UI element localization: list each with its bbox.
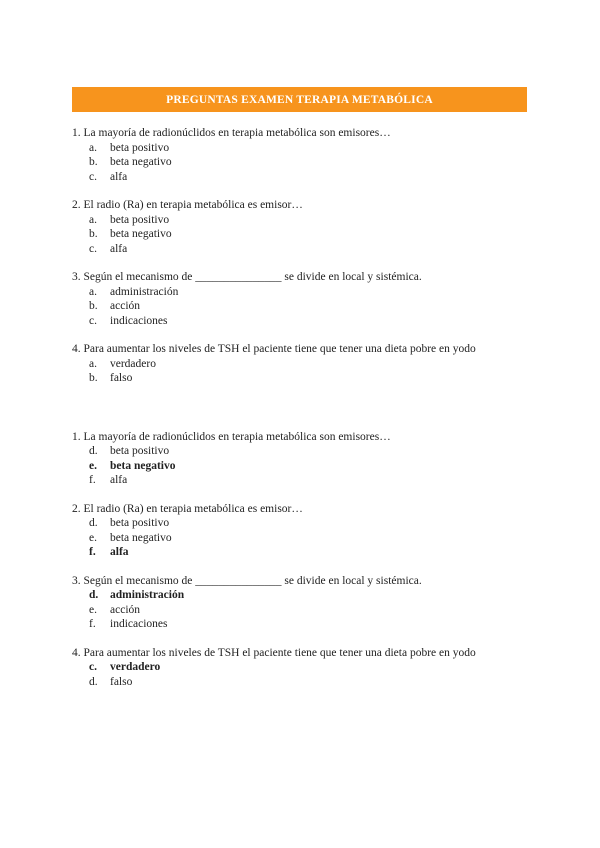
option-letter: b. <box>89 300 98 312</box>
option-text: alfa <box>110 474 128 486</box>
option-text: verdadero <box>110 357 156 370</box>
option-letter: a. <box>89 213 97 226</box>
document-body <box>72 126 532 689</box>
option-letter: a. <box>89 285 97 298</box>
option-text: alfa <box>110 242 128 255</box>
option-text: indicaciones <box>110 618 168 630</box>
option-letter: f. <box>89 474 96 486</box>
option-letter: e. <box>89 531 97 544</box>
question-text: 1. La mayoría de radionúclidos en terapia metabólica son emisores… <box>72 127 391 139</box>
option-letter: e. <box>89 603 97 616</box>
option-item <box>72 617 532 632</box>
option-letter: a. <box>89 357 97 370</box>
question-text: 3. Según el mecanismo de _______________ se divide en local y sistémica. <box>72 574 422 587</box>
question-gap <box>72 488 532 502</box>
option-item <box>72 299 532 314</box>
options-list <box>72 660 532 689</box>
option-letter: b. <box>89 156 98 168</box>
question-block <box>72 126 532 184</box>
option-text: beta negativo <box>110 459 176 472</box>
correct-option <box>72 545 532 560</box>
question-gap <box>72 328 532 342</box>
option-item <box>72 213 532 228</box>
option-text: beta positivo <box>110 517 170 529</box>
option-item <box>72 371 532 386</box>
option-item <box>72 314 532 329</box>
options-list <box>72 516 532 560</box>
option-letter: c. <box>89 314 97 327</box>
option-text: verdadero <box>110 661 161 673</box>
option-text: acción <box>110 603 141 616</box>
option-letter: b. <box>89 228 98 240</box>
option-text: administración <box>110 589 185 601</box>
option-letter: c. <box>89 661 97 673</box>
question-block <box>72 574 532 632</box>
question-block <box>72 270 532 328</box>
option-text: beta negativo <box>110 156 172 168</box>
option-text: beta positivo <box>110 445 170 457</box>
option-text: beta negativo <box>110 228 172 240</box>
option-letter: a. <box>89 141 97 154</box>
question-text: 3. Según el mecanismo de _______________ se divide en local y sistémica. <box>72 271 422 283</box>
correct-option <box>72 459 532 474</box>
option-letter: b. <box>89 372 98 384</box>
correct-option <box>72 588 532 603</box>
option-item <box>72 473 532 488</box>
option-item <box>72 516 532 531</box>
question-gap <box>72 256 532 270</box>
question-text: 2. El radio (Ra) en terapia metabólica es emisor… <box>72 199 303 211</box>
options-list <box>72 588 532 632</box>
option-text: falso <box>110 675 133 688</box>
option-item <box>72 444 532 459</box>
option-text: acción <box>110 300 141 312</box>
option-text: alfa <box>110 546 129 558</box>
question-text: 2. El radio (Ra) en terapia metabólica es emisor… <box>72 502 303 515</box>
option-letter: c. <box>89 242 97 255</box>
answers-section <box>72 430 532 690</box>
option-item <box>72 155 532 170</box>
questions-section <box>72 126 532 386</box>
option-item <box>72 242 532 257</box>
option-text: beta positivo <box>110 213 170 226</box>
option-letter: f. <box>89 618 96 630</box>
options-list <box>72 141 532 185</box>
option-letter: d. <box>89 517 98 529</box>
option-letter: c. <box>89 170 97 183</box>
option-text: beta negativo <box>110 531 172 544</box>
option-item <box>72 285 532 300</box>
option-item <box>72 227 532 242</box>
option-item <box>72 675 532 690</box>
option-letter: f. <box>89 546 96 558</box>
section-gap <box>72 386 532 430</box>
option-item <box>72 531 532 546</box>
option-letter: d. <box>89 675 98 688</box>
option-item <box>72 357 532 372</box>
option-text: falso <box>110 372 133 384</box>
option-item <box>72 603 532 618</box>
option-item <box>72 141 532 156</box>
option-text: indicaciones <box>110 314 168 327</box>
question-text: 4. Para aumentar los niveles de TSH el paciente tiene que tener una dieta pobre en yodo <box>72 646 476 659</box>
question-text: 1. La mayoría de radionúclidos en terapia metabólica son emisores… <box>72 430 391 443</box>
question-gap <box>72 184 532 198</box>
option-text: alfa <box>110 170 128 183</box>
question-text: 4. Para aumentar los niveles de TSH el paciente tiene que tener una dieta pobre en yodo <box>72 343 476 355</box>
header-banner <box>72 87 527 112</box>
question-block <box>72 502 532 560</box>
option-letter: d. <box>89 445 98 457</box>
option-text: beta positivo <box>110 141 170 154</box>
question-gap <box>72 560 532 574</box>
page-title: PREGUNTAS EXAMEN TERAPIA METABÓLICA <box>166 93 433 106</box>
question-block <box>72 430 532 488</box>
options-list <box>72 213 532 257</box>
question-gap <box>72 632 532 646</box>
question-block <box>72 646 532 690</box>
option-text: administración <box>110 285 179 298</box>
question-block <box>72 198 532 256</box>
options-list <box>72 357 532 386</box>
correct-option <box>72 660 532 675</box>
options-list <box>72 285 532 329</box>
question-block <box>72 342 532 386</box>
option-letter: e. <box>89 459 97 472</box>
option-letter: d. <box>89 589 99 601</box>
options-list <box>72 444 532 488</box>
option-item <box>72 170 532 185</box>
